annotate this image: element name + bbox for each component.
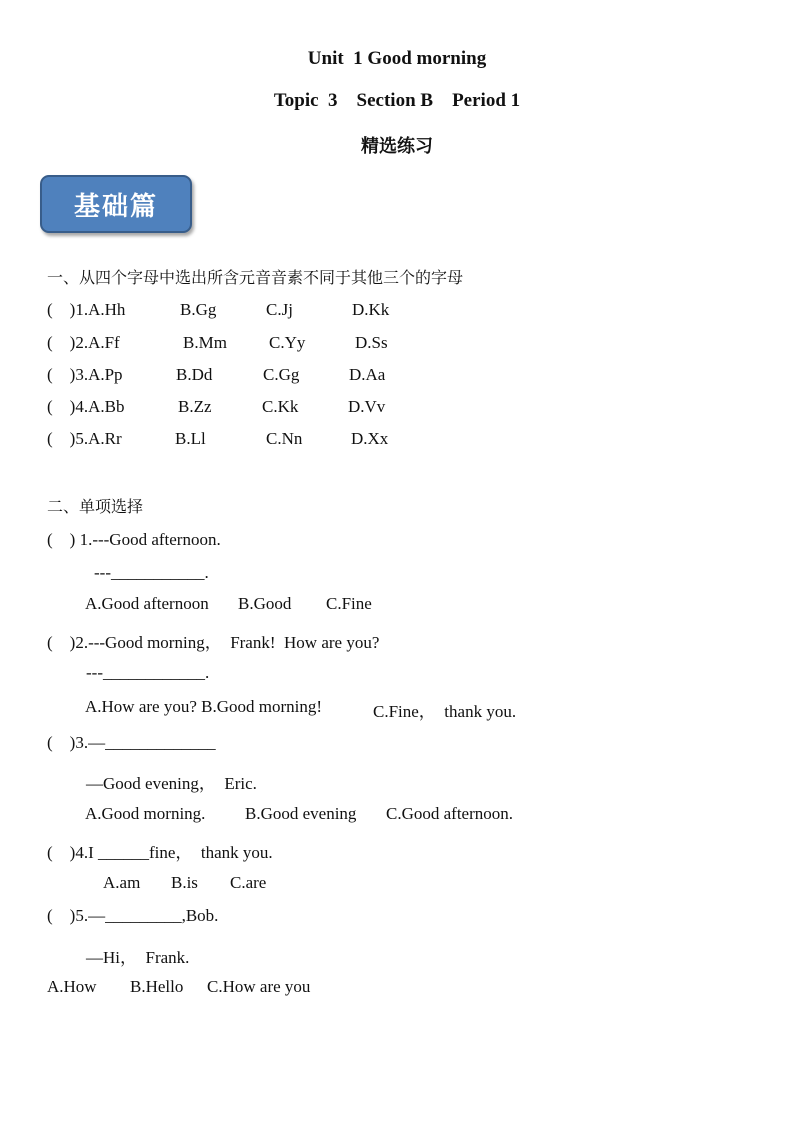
part2-q2-stem: ( )2.---Good morning， Frank! How are you?: [47, 633, 380, 652]
part2-q4-option-a: A.am: [103, 873, 141, 892]
part1-q5-b: B.Ll: [175, 429, 206, 448]
part2-q4-option-b: B.is: [171, 873, 198, 892]
basic-section-badge: [40, 175, 192, 233]
part2-q3-reply: —Good evening， Eric.: [86, 774, 257, 793]
part2-q1-stem: ( ) 1.---Good afternoon.: [47, 530, 221, 549]
section-title: Topic 3 Section B Period 1: [273, 90, 521, 111]
part1-q5-a: ( )5.A.Rr: [47, 429, 122, 448]
practice-title: 精选练习: [361, 136, 433, 157]
part2-q1-blank: ---___________.: [94, 563, 209, 582]
part1-q4-a: ( )4.A.Bb: [47, 397, 125, 416]
part1-q4-c: C.Kk: [262, 397, 299, 416]
part2-q2-option-c: C.Fine， thank you.: [373, 702, 517, 721]
part2-q5-stem: ( )5.—_________,Bob.: [47, 906, 219, 925]
part2-q4-option-c: C.are: [230, 873, 267, 892]
part1-q4-d: D.Vv: [348, 397, 386, 416]
part1-q2-b: B.Mm: [183, 333, 227, 352]
part2-q5-option-c: C.How are you: [207, 977, 311, 996]
part1-q1-c: C.Jj: [266, 300, 293, 319]
part2-q5-option-a: A.How: [47, 977, 97, 996]
badge-label: 基础篇: [73, 191, 158, 222]
part1-q3-d: D.Aa: [349, 365, 386, 384]
part1-q1-b: B.Gg: [180, 300, 217, 319]
unit-title: Unit 1 Good morning: [307, 48, 487, 69]
part2-q2-blank: ---____________.: [86, 663, 210, 682]
part2-q3-option-a: A.Good morning.: [85, 804, 206, 823]
part1-q3-a: ( )3.A.Pp: [47, 365, 123, 384]
part1-q2-a: ( )2.A.Ff: [47, 333, 120, 352]
part1-q2-d: D.Ss: [355, 333, 388, 352]
part1-q1-a: ( )1.A.Hh: [47, 300, 126, 319]
part1-q3-b: B.Dd: [176, 365, 213, 384]
part2-q1-option-c: C.Fine: [326, 594, 372, 613]
part2-q5-option-b: B.Hello: [130, 977, 184, 996]
part1-q4-b: B.Zz: [178, 397, 212, 416]
part2-heading: 二、单项选择: [47, 497, 144, 516]
part2-q1-option-b: B.Good: [238, 594, 292, 613]
part1-q5-c: C.Nn: [266, 429, 303, 448]
part1-q1-d: D.Kk: [352, 300, 390, 319]
part2-q3-stem: ( )3.—_____________: [47, 733, 216, 752]
part2-q3-option-c: C.Good afternoon.: [386, 804, 514, 823]
part1-q5-d: D.Xx: [351, 429, 389, 448]
part2-q5-reply: —Hi， Frank.: [86, 948, 190, 967]
part2-q4-stem: ( )4.I ______fine， thank you.: [47, 843, 273, 862]
part1-q2-c: C.Yy: [269, 333, 306, 352]
part1-q3-c: C.Gg: [263, 365, 300, 384]
part1-heading: 一、从四个字母中选出所含元音音素不同于其他三个的字母: [47, 268, 464, 287]
part2-q2-option-ab: A.How are you? B.Good morning!: [85, 697, 323, 716]
part2-q3-option-b: B.Good evening: [245, 804, 357, 823]
part2-q1-option-a: A.Good afternoon: [85, 594, 209, 613]
